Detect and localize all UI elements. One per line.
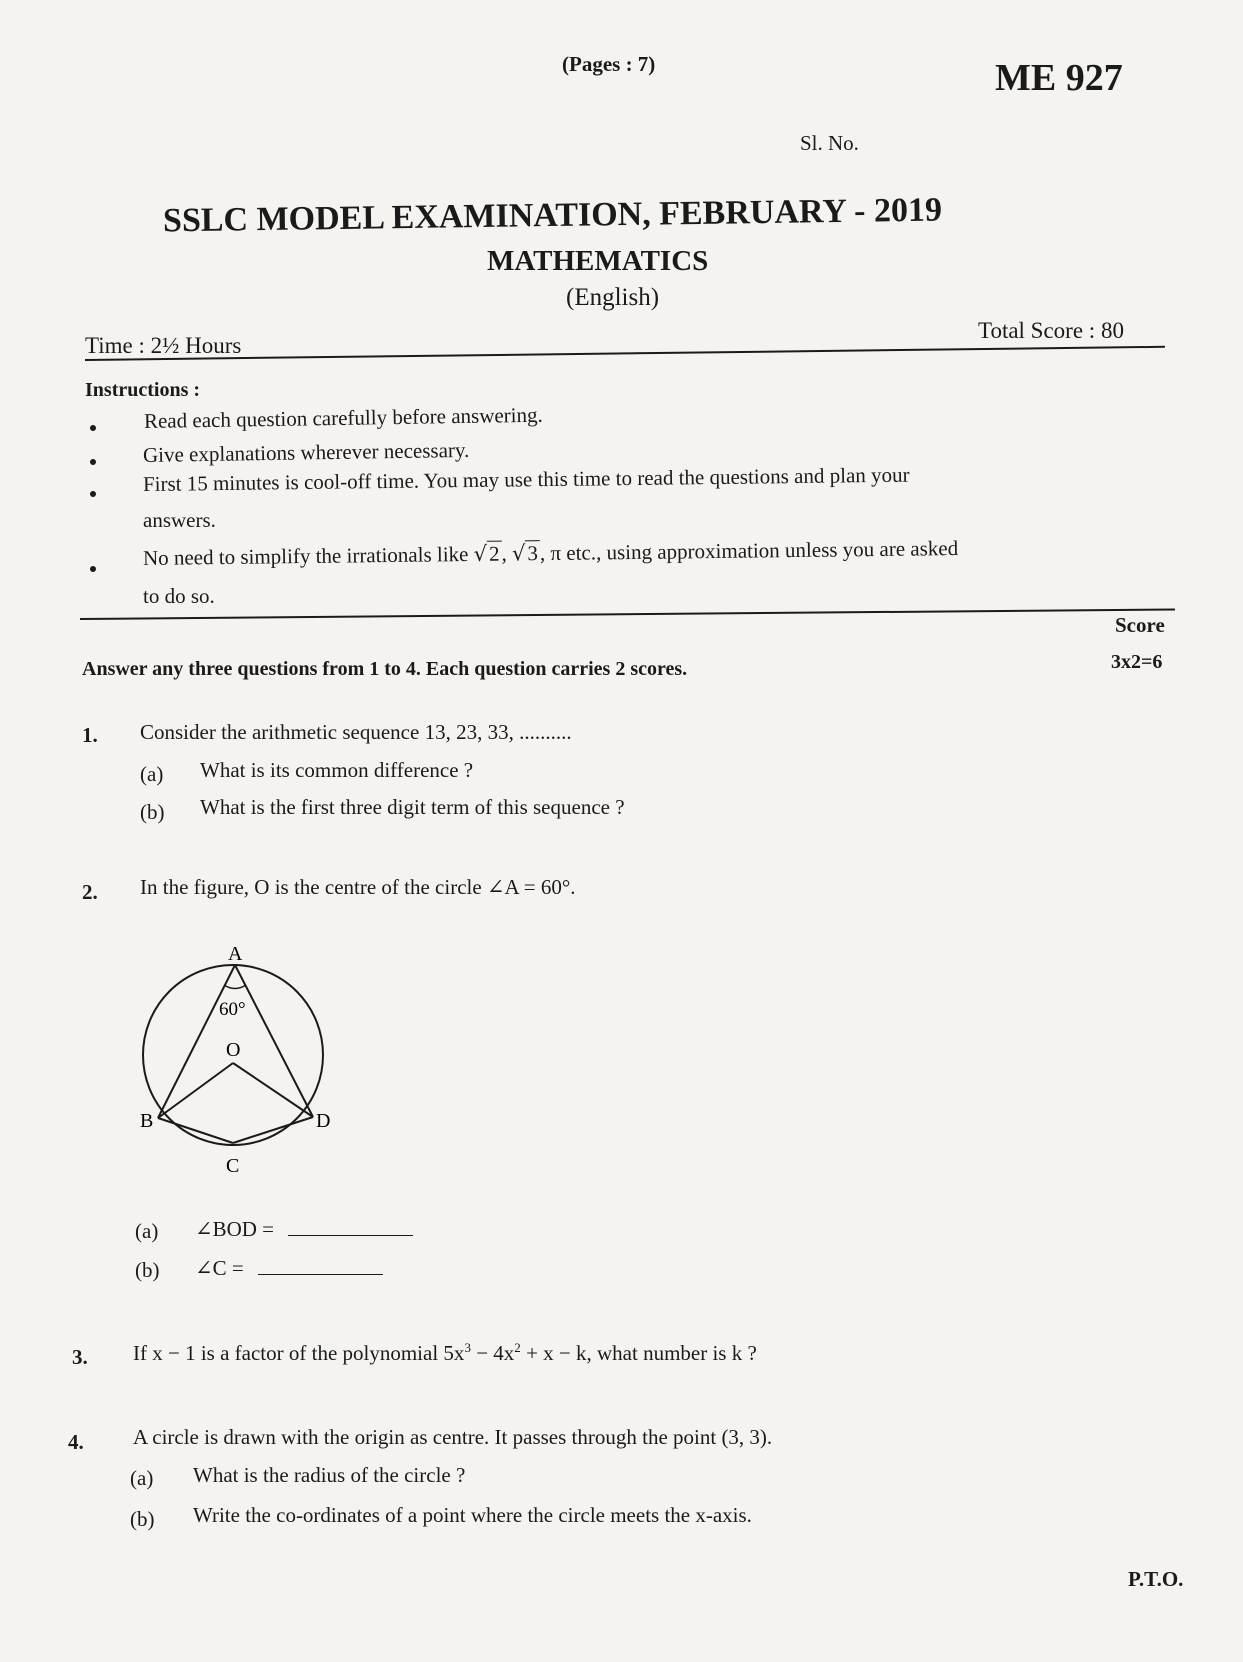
section-marks: 3x2=6 <box>1111 651 1163 673</box>
subpart-text: What is its common difference ? <box>200 758 474 782</box>
question-number: 4. <box>68 1430 84 1454</box>
subpart-text: What is the first three digit term of this sequence ? <box>200 795 625 819</box>
pages-count: (Pages : 7) <box>562 52 656 76</box>
instruction-item: Read each question carefully before answering. <box>143 402 543 433</box>
section-instruction: Answer any three questions from 1 to 4. Each question carries 2 scores. <box>82 658 688 680</box>
sqrt-2: √2 <box>473 541 500 566</box>
chord-CD <box>233 1117 313 1143</box>
please-turn-over: P.T.O. <box>1128 1567 1184 1591</box>
bullet <box>90 425 96 431</box>
subpart-text: What is the radius of the circle ? <box>193 1463 466 1487</box>
answer-blank[interactable] <box>288 1217 413 1236</box>
score-column-label: Score <box>1115 613 1165 637</box>
angle-arc <box>224 985 246 989</box>
serial-number: Sl. No. <box>800 131 859 155</box>
bullet <box>90 459 96 465</box>
subpart-label: (a) <box>135 1219 159 1243</box>
header-rule <box>85 346 1165 361</box>
subpart-text: Write the co-ordinates of a point where the circle meets the x-axis. <box>193 1503 752 1527</box>
instruction-text: , π etc., using approximation unless you are asked <box>539 536 959 566</box>
instruction-item: answers. <box>143 508 216 532</box>
question-number: 3. <box>72 1345 88 1369</box>
chord-BC <box>158 1118 233 1143</box>
answer-blank[interactable] <box>258 1256 383 1275</box>
sqrt-3: √3 <box>511 541 539 566</box>
question-text: A circle is drawn with the origin as centre. It passes through the point (3, 3). <box>133 1425 773 1449</box>
instruction-item: Give explanations wherever necessary. <box>142 437 470 467</box>
radius-OB <box>158 1063 233 1118</box>
instruction-text: No need to simplify the irrationals like <box>142 542 469 570</box>
chord-AB <box>158 965 235 1118</box>
total-score: Total Score : 80 <box>978 318 1124 343</box>
medium-label: (English) <box>566 284 660 311</box>
exam-title: SSLC MODEL EXAMINATION, FEBRUARY - 2019 <box>162 191 943 240</box>
instruction-item: No need to simplify the irrationals like √2, √3, π etc., using approximation unless you are asked <box>142 536 959 570</box>
paper-code: ME 927 <box>995 57 1123 99</box>
instructions-heading: Instructions : <box>85 379 201 401</box>
circle-figure <box>128 940 368 1180</box>
question-text: Consider the arithmetic sequence 13, 23, 33, .......... <box>140 720 572 744</box>
question-text: If x − 1 is a factor of the polynomial $5x^3 - 4x^2 + x - k$, what number is k ? <box>133 1340 757 1365</box>
question-number: 1. <box>82 723 98 747</box>
subpart-label: (b) <box>140 800 165 824</box>
subpart-label: (a) <box>140 762 164 786</box>
label-B: B <box>140 1110 154 1132</box>
subpart-text: ∠BOD = <box>195 1217 413 1242</box>
chord-AD <box>235 965 313 1117</box>
instructions-rule <box>80 608 1175 620</box>
bullet <box>90 491 96 497</box>
label-C: C <box>226 1155 240 1177</box>
subpart-label: (a) <box>130 1466 154 1490</box>
question-number: 2. <box>82 880 98 904</box>
subpart-label: (b) <box>130 1507 155 1531</box>
label-angle: 60° <box>219 999 246 1020</box>
subject-title: MATHEMATICS <box>487 245 709 277</box>
question-text: In the figure, O is the centre of the circle ∠A = 60°. <box>140 875 576 899</box>
label-O: O <box>226 1039 241 1061</box>
label-A: A <box>228 943 243 965</box>
radius-OD <box>233 1063 313 1117</box>
subpart-text: ∠C = <box>195 1256 383 1281</box>
subpart-label: (b) <box>135 1258 160 1282</box>
instruction-item: to do so. <box>143 584 215 608</box>
instruction-item: First 15 minutes is cool-off time. You may use this time to read the questions and plan your <box>142 462 910 496</box>
label-D: D <box>316 1110 331 1132</box>
time-allowed: Time : 2½ Hours <box>85 333 242 358</box>
bullet <box>90 566 96 572</box>
